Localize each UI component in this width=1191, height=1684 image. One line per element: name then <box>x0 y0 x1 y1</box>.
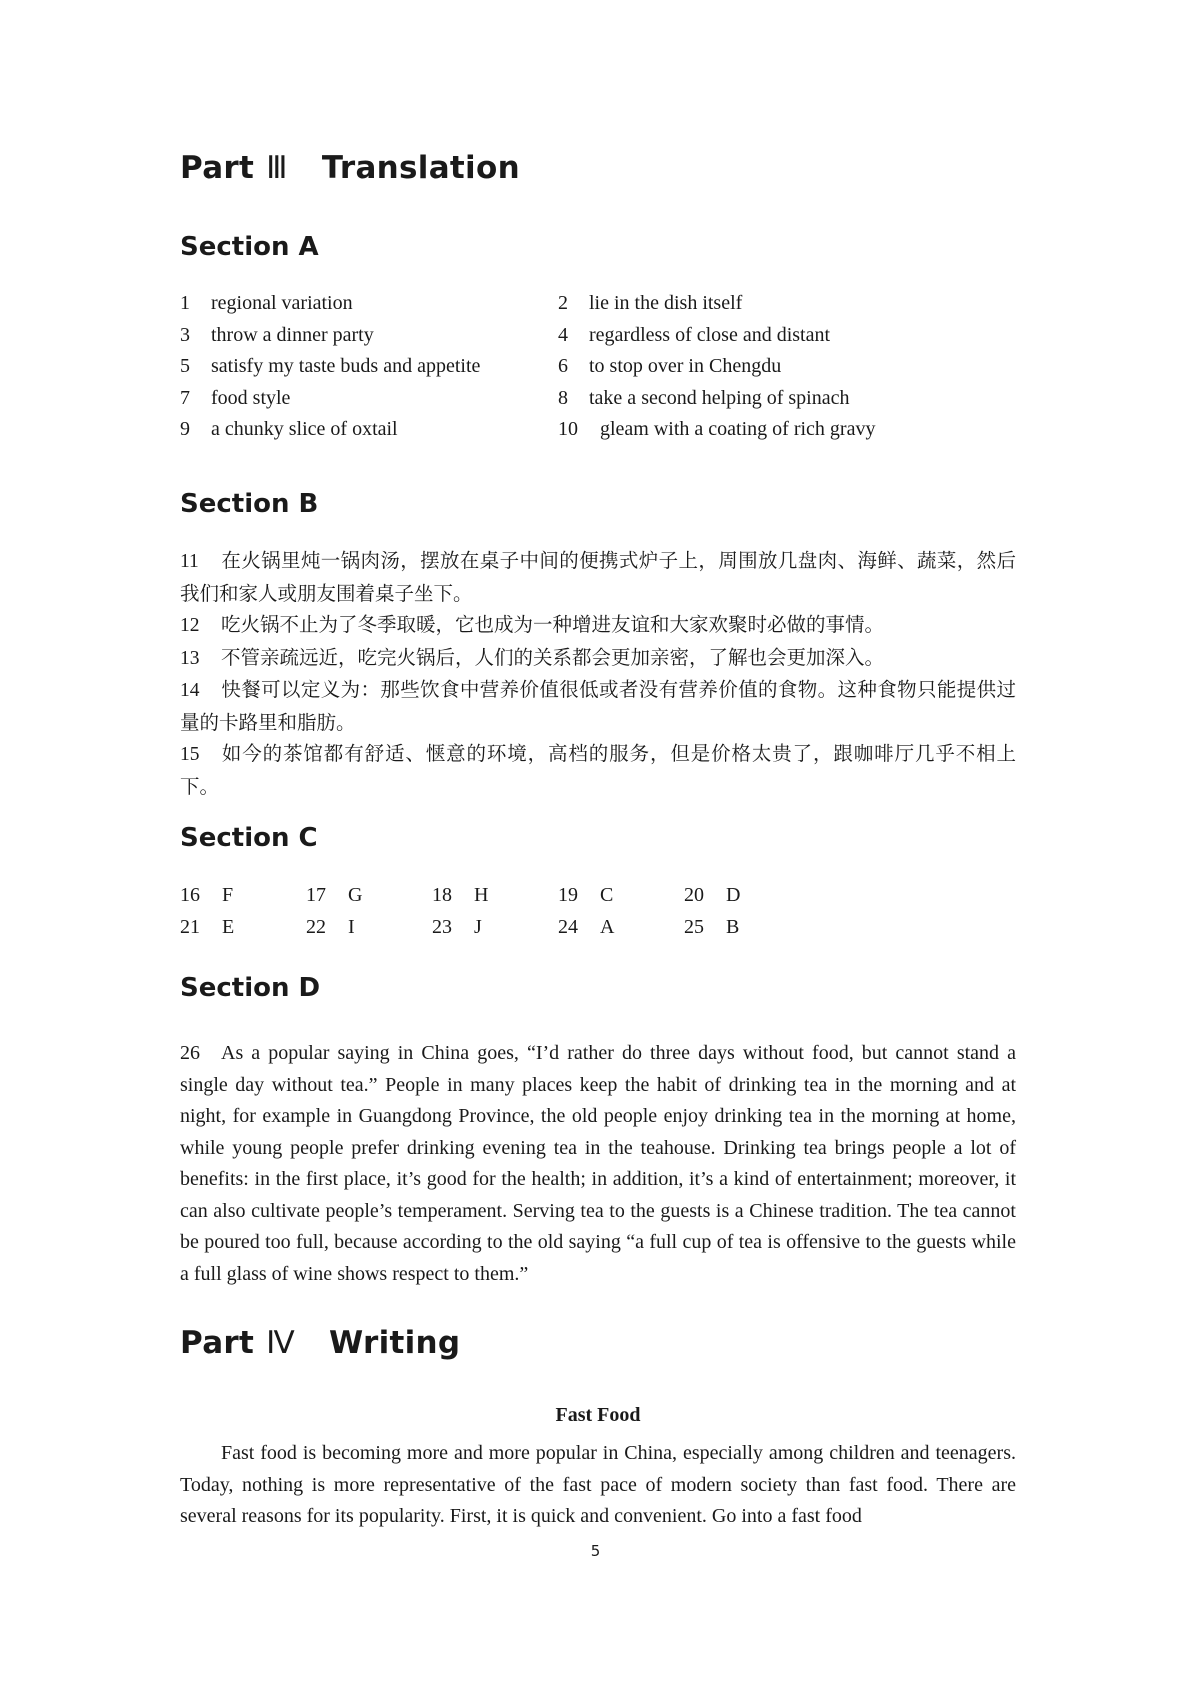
item-number: 17 <box>306 884 326 906</box>
item-number: 25 <box>684 915 704 938</box>
part3-heading <box>180 150 520 186</box>
item-number: 20 <box>684 884 704 906</box>
essay-title: Fast Food <box>555 1404 641 1426</box>
part-roman-numeral: Ⅲ <box>266 150 288 186</box>
item-number: 8 <box>558 386 568 409</box>
part-roman-numeral: Ⅳ <box>266 1325 296 1361</box>
section-a-heading: Section A <box>180 232 319 262</box>
item-number: 13 <box>180 647 200 669</box>
item-answer: J <box>474 915 482 938</box>
part-label: Part <box>180 1325 255 1361</box>
item-answer: 如今的茶馆都有舒适、惬意的环境，高档的服务，但是价格太贵了，跟咖啡厅几乎不相上下。 <box>180 742 1016 798</box>
translation-item <box>180 642 1016 675</box>
answer-row <box>180 414 1016 446</box>
item-answer: B <box>726 915 740 938</box>
item-answer: A <box>600 915 615 938</box>
translation-item <box>180 609 1016 642</box>
item-number: 26 <box>180 1042 200 1064</box>
section-b-heading: Section B <box>180 489 319 519</box>
part-title-text: Writing <box>329 1325 461 1361</box>
item-number: 11 <box>180 551 199 572</box>
item-number: 15 <box>180 744 200 765</box>
item-number: 3 <box>180 323 190 346</box>
item-number: 21 <box>180 915 200 938</box>
item-number: 9 <box>180 418 190 440</box>
item-answer: throw a dinner party <box>211 323 374 346</box>
item-answer: D <box>726 884 741 906</box>
item-number: 6 <box>558 355 568 377</box>
item-answer: C <box>600 884 614 906</box>
item-number: 10 <box>558 418 578 440</box>
item-number: 23 <box>432 915 452 938</box>
item-answer: take a second helping of spinach <box>589 386 850 409</box>
item-answer: a chunky slice of oxtail <box>211 418 398 440</box>
essay-body: Fast food is becoming more and more popular in China, especially among children and teenagers. Today, nothing is more representative of the fast pace of modern society than fast food. There are several reasons for its popularity. First, it is quick and convenient. Go into a fast food <box>180 1442 1016 1527</box>
item-answer: H <box>474 884 489 906</box>
item-answer: 不管亲疏远近，吃完火锅后，人们的关系都会更加亲密，了解也会更加深入。 <box>221 645 885 669</box>
item-answer: lie in the dish itself <box>589 292 743 314</box>
answer-row <box>180 320 1016 352</box>
page-number: 5 <box>590 1542 601 1560</box>
item-answer: As a popular saying in China goes, “I’d rather do three days without food, but cannot stand a single day without tea.” People in many places keep the habit of drinking tea in the morning and at night, for example in Guangdong Province, the old people enjoy drinking tea in the morning at home, while young people prefer drinking evening tea in the teahouse. Drinking tea brings people a lot of benefits: in the first place, it’s good for the health; in addition, it’s a kind of entertainment; moreover, it can also cultivate people’s temperament. Serving tea to the guests is a Chinese tradition. The tea cannot be poured too full, because according to the old saying “a full cup of tea is offensive to the guests while a full glass of wine shows respect to them.” <box>180 1042 1016 1285</box>
item-answer: G <box>348 884 363 906</box>
item-number: 14 <box>180 680 200 701</box>
answer-row <box>180 383 1016 415</box>
item-number: 18 <box>432 884 452 906</box>
section-c-heading: Section C <box>180 823 318 853</box>
section-a-answers <box>180 288 1016 446</box>
item-number: 4 <box>558 323 568 346</box>
item-answer: regardless of close and distant <box>589 323 831 346</box>
answer-row <box>180 351 1016 383</box>
item-number: 19 <box>558 884 578 906</box>
item-answer: F <box>222 884 234 906</box>
item-answer: 在火锅里炖一锅肉汤，摆放在桌子中间的便携式炉子上，周围放几盘肉、海鲜、蔬菜，然后我们和家人或朋友围着桌子坐下。 <box>180 549 1016 605</box>
item-answer: I <box>348 915 355 938</box>
item-number: 12 <box>180 615 200 636</box>
section-c-answers <box>180 880 810 943</box>
item-answer: gleam with a coating of rich gravy <box>600 418 876 440</box>
item-number: 22 <box>306 915 326 938</box>
item-answer: food style <box>211 386 291 409</box>
item-answer: regional variation <box>211 292 353 314</box>
item-answer: satisfy my taste buds and appetite <box>211 355 481 377</box>
translation-item <box>180 738 1016 802</box>
item-number: 24 <box>558 915 578 938</box>
part-title-text: Translation <box>321 150 520 186</box>
item-number: 1 <box>180 292 190 314</box>
translation-item <box>180 545 1016 609</box>
item-number: 5 <box>180 355 190 377</box>
part4-heading <box>180 1325 460 1361</box>
section-d-heading: Section D <box>180 973 321 1003</box>
translation-item <box>180 674 1016 738</box>
item-number: 7 <box>180 386 190 409</box>
part-label: Part <box>180 150 255 186</box>
answer-row <box>180 912 810 944</box>
item-answer: 快餐可以定义为：那些饮食中营养价值很低或者没有营养价值的食物。这种食物只能提供过量的卡路里和脂肪。 <box>180 678 1016 734</box>
answer-row <box>180 288 1016 320</box>
item-answer: E <box>222 915 235 938</box>
section-d-answer <box>180 1038 1016 1290</box>
item-answer: 吃火锅不止为了冬季取暖，它也成为一种增进友谊和大家欢聚时必做的事情。 <box>221 613 885 636</box>
item-number: 2 <box>558 292 568 314</box>
answer-row <box>180 880 810 912</box>
section-b-answers <box>180 545 1016 802</box>
item-number: 16 <box>180 884 200 906</box>
item-answer: to stop over in Chengdu <box>589 355 782 377</box>
